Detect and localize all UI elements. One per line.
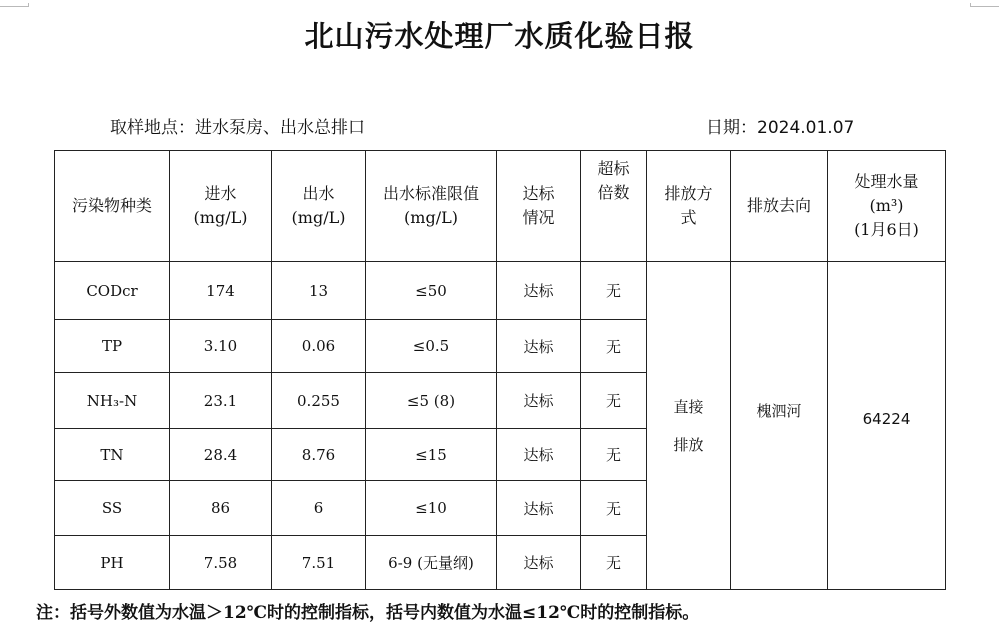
header-destination: 排放去向	[731, 151, 828, 262]
exceed-times: 无	[581, 429, 647, 481]
limit-value: ≤5 (8)	[366, 373, 497, 429]
compliance-status: 达标	[497, 536, 581, 590]
header-outflow: 出水 (mg/L)	[272, 151, 366, 262]
water-quality-table	[54, 150, 946, 590]
compliance-status: 达标	[497, 262, 581, 320]
inflow-value: 86	[170, 481, 272, 536]
exceed-times: 无	[581, 536, 647, 590]
compliance-status: 达标	[497, 481, 581, 536]
header-pollutant: 污染物种类	[55, 151, 170, 262]
corner-mark-right	[970, 3, 999, 7]
inflow-value: 3.10	[170, 320, 272, 373]
limit-value: ≤10	[366, 481, 497, 536]
pollutant-name: CODcr	[55, 262, 170, 320]
pollutant-name: PH	[55, 536, 170, 590]
pollutant-name: TP	[55, 320, 170, 373]
inflow-value: 174	[170, 262, 272, 320]
treated-volume: 64224	[828, 262, 946, 590]
report-title: 北山污水处理厂水质化验日报	[304, 19, 695, 53]
limit-value: 6-9 (无量纲)	[366, 536, 497, 590]
header-discharge-mode: 排放方 式	[647, 151, 731, 262]
limit-value: ≤50	[366, 262, 497, 320]
pollutant-name: TN	[55, 429, 170, 481]
outflow-value: 13	[272, 262, 366, 320]
header-volume: 处理水量 (m³) (1月6日)	[828, 151, 946, 262]
limit-value: ≤15	[366, 429, 497, 481]
header-compliance: 达标 情况	[497, 151, 581, 262]
table-row	[55, 262, 946, 320]
exceed-times: 无	[581, 481, 647, 536]
outflow-value: 8.76	[272, 429, 366, 481]
outflow-value: 0.255	[272, 373, 366, 429]
inflow-value: 7.58	[170, 536, 272, 590]
limit-value: ≤0.5	[366, 320, 497, 373]
sampling-location: 取样地点：进水泵房、出水总排口	[110, 118, 365, 138]
header-row	[55, 151, 946, 262]
outflow-value: 0.06	[272, 320, 366, 373]
outflow-value: 6	[272, 481, 366, 536]
exceed-times: 无	[581, 262, 647, 320]
compliance-status: 达标	[497, 320, 581, 373]
pollutant-name: NH₃-N	[55, 373, 170, 429]
inflow-value: 23.1	[170, 373, 272, 429]
report-date: 日期：2024.01.07	[706, 118, 855, 138]
footnote: 注：括号外数值为水温＞12℃时的控制指标，括号内数值为水温≤12℃时的控制指标。	[36, 603, 700, 623]
corner-mark-left	[0, 3, 29, 7]
inflow-value: 28.4	[170, 429, 272, 481]
discharge-destination: 槐泗河	[731, 262, 828, 590]
exceed-times: 无	[581, 320, 647, 373]
compliance-status: 达标	[497, 429, 581, 481]
pollutant-name: SS	[55, 481, 170, 536]
exceed-times: 无	[581, 373, 647, 429]
compliance-status: 达标	[497, 373, 581, 429]
outflow-value: 7.51	[272, 536, 366, 590]
header-limit: 出水标准限值 (mg/L)	[366, 151, 497, 262]
discharge-mode: 直接 排放	[647, 262, 731, 590]
header-inflow: 进水 (mg/L)	[170, 151, 272, 262]
header-exceed: 超标 倍数	[581, 151, 647, 262]
